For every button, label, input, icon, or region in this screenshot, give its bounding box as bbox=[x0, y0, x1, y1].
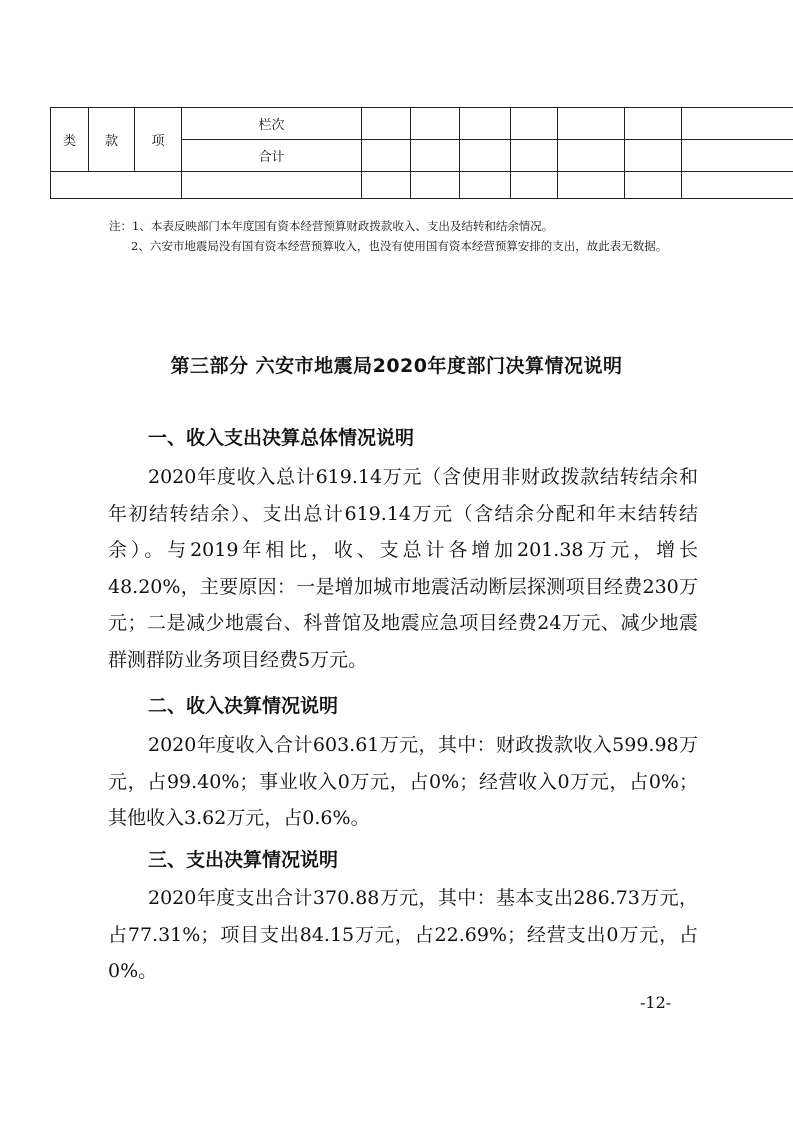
table-cell bbox=[625, 108, 682, 140]
table-cell bbox=[362, 172, 411, 199]
header-item-cell: 项 bbox=[135, 108, 182, 172]
table-cell bbox=[558, 140, 625, 172]
section-paragraph-1: 2020年度收入总计619.14万元（含使用非财政拨款结转结余和年初结转结余）、支出总计619.14万元（含结余分配和年末结转结余）。与2019年相比，收、支总计各增加201.38万元，增长48.20%，主要原因：一是增加城市地震活动断层探测项目经费230万元；二是减少地震台、科普馆及地震应急项目经费24万元、减少地震群测群防业务项目经费5万元。 bbox=[108, 466, 698, 671]
table-cell bbox=[558, 172, 625, 199]
section-paragraph-3: 2020年度支出合计370.88万元，其中：基本支出286.73万元，占77.31%；项目支出84.15万元，占22.69%；经营支出0万元，占0%。 bbox=[108, 887, 698, 982]
table-cell bbox=[460, 108, 511, 140]
table-cell bbox=[511, 140, 558, 172]
table-empty-row bbox=[51, 172, 793, 199]
table-cell bbox=[362, 140, 411, 172]
table-cell bbox=[362, 108, 411, 140]
table-cell bbox=[625, 172, 682, 199]
section-heading-3: 三、支出决算情况说明 bbox=[148, 849, 339, 871]
table-cell bbox=[682, 140, 793, 172]
table-cell bbox=[51, 172, 182, 199]
state-capital-budget-table bbox=[50, 107, 793, 199]
table-cell bbox=[625, 140, 682, 172]
table-cell bbox=[460, 172, 511, 199]
table-cell bbox=[411, 172, 460, 199]
section-paragraph-2: 2020年度收入合计603.61万元，其中：财政拨款收入599.98万元，占99.40%；事业收入0万元，占0%；经营收入0万元，占0%；其他收入3.62万元，占0.6%。 bbox=[108, 734, 698, 829]
section-heading-1: 一、收入支出决算总体情况说明 bbox=[148, 427, 415, 449]
note-2: 2、六安市地震局没有国有资本经营预算收入，也没有使用国有资本经营预算安排的支出，故此表无数据。 bbox=[131, 239, 668, 253]
table-header-row bbox=[51, 108, 793, 140]
table-cell bbox=[411, 108, 460, 140]
table-cell bbox=[460, 140, 511, 172]
part-title: 第三部分 六安市地震局2020年度部门决算情况说明 bbox=[170, 355, 623, 377]
row-label-total: 合计 bbox=[182, 140, 362, 172]
table-cell bbox=[682, 108, 793, 140]
table-cell bbox=[511, 172, 558, 199]
note-1: 注：1、本表反映部门本年度国有资本经营预算财政拨款收入、支出及结转和结余情况。 bbox=[109, 219, 554, 233]
table-cell bbox=[411, 140, 460, 172]
page-number: -12- bbox=[640, 993, 672, 1012]
table-notes bbox=[109, 216, 699, 256]
header-category-cell: 类 bbox=[51, 108, 89, 172]
table-cell bbox=[682, 172, 793, 199]
table-cell bbox=[558, 108, 625, 140]
section-heading-2: 二、收入决算情况说明 bbox=[148, 695, 339, 717]
header-section-cell: 款 bbox=[89, 108, 135, 172]
row-label-column-number: 栏次 bbox=[182, 108, 362, 140]
table-cell bbox=[182, 172, 362, 199]
table-cell bbox=[511, 108, 558, 140]
